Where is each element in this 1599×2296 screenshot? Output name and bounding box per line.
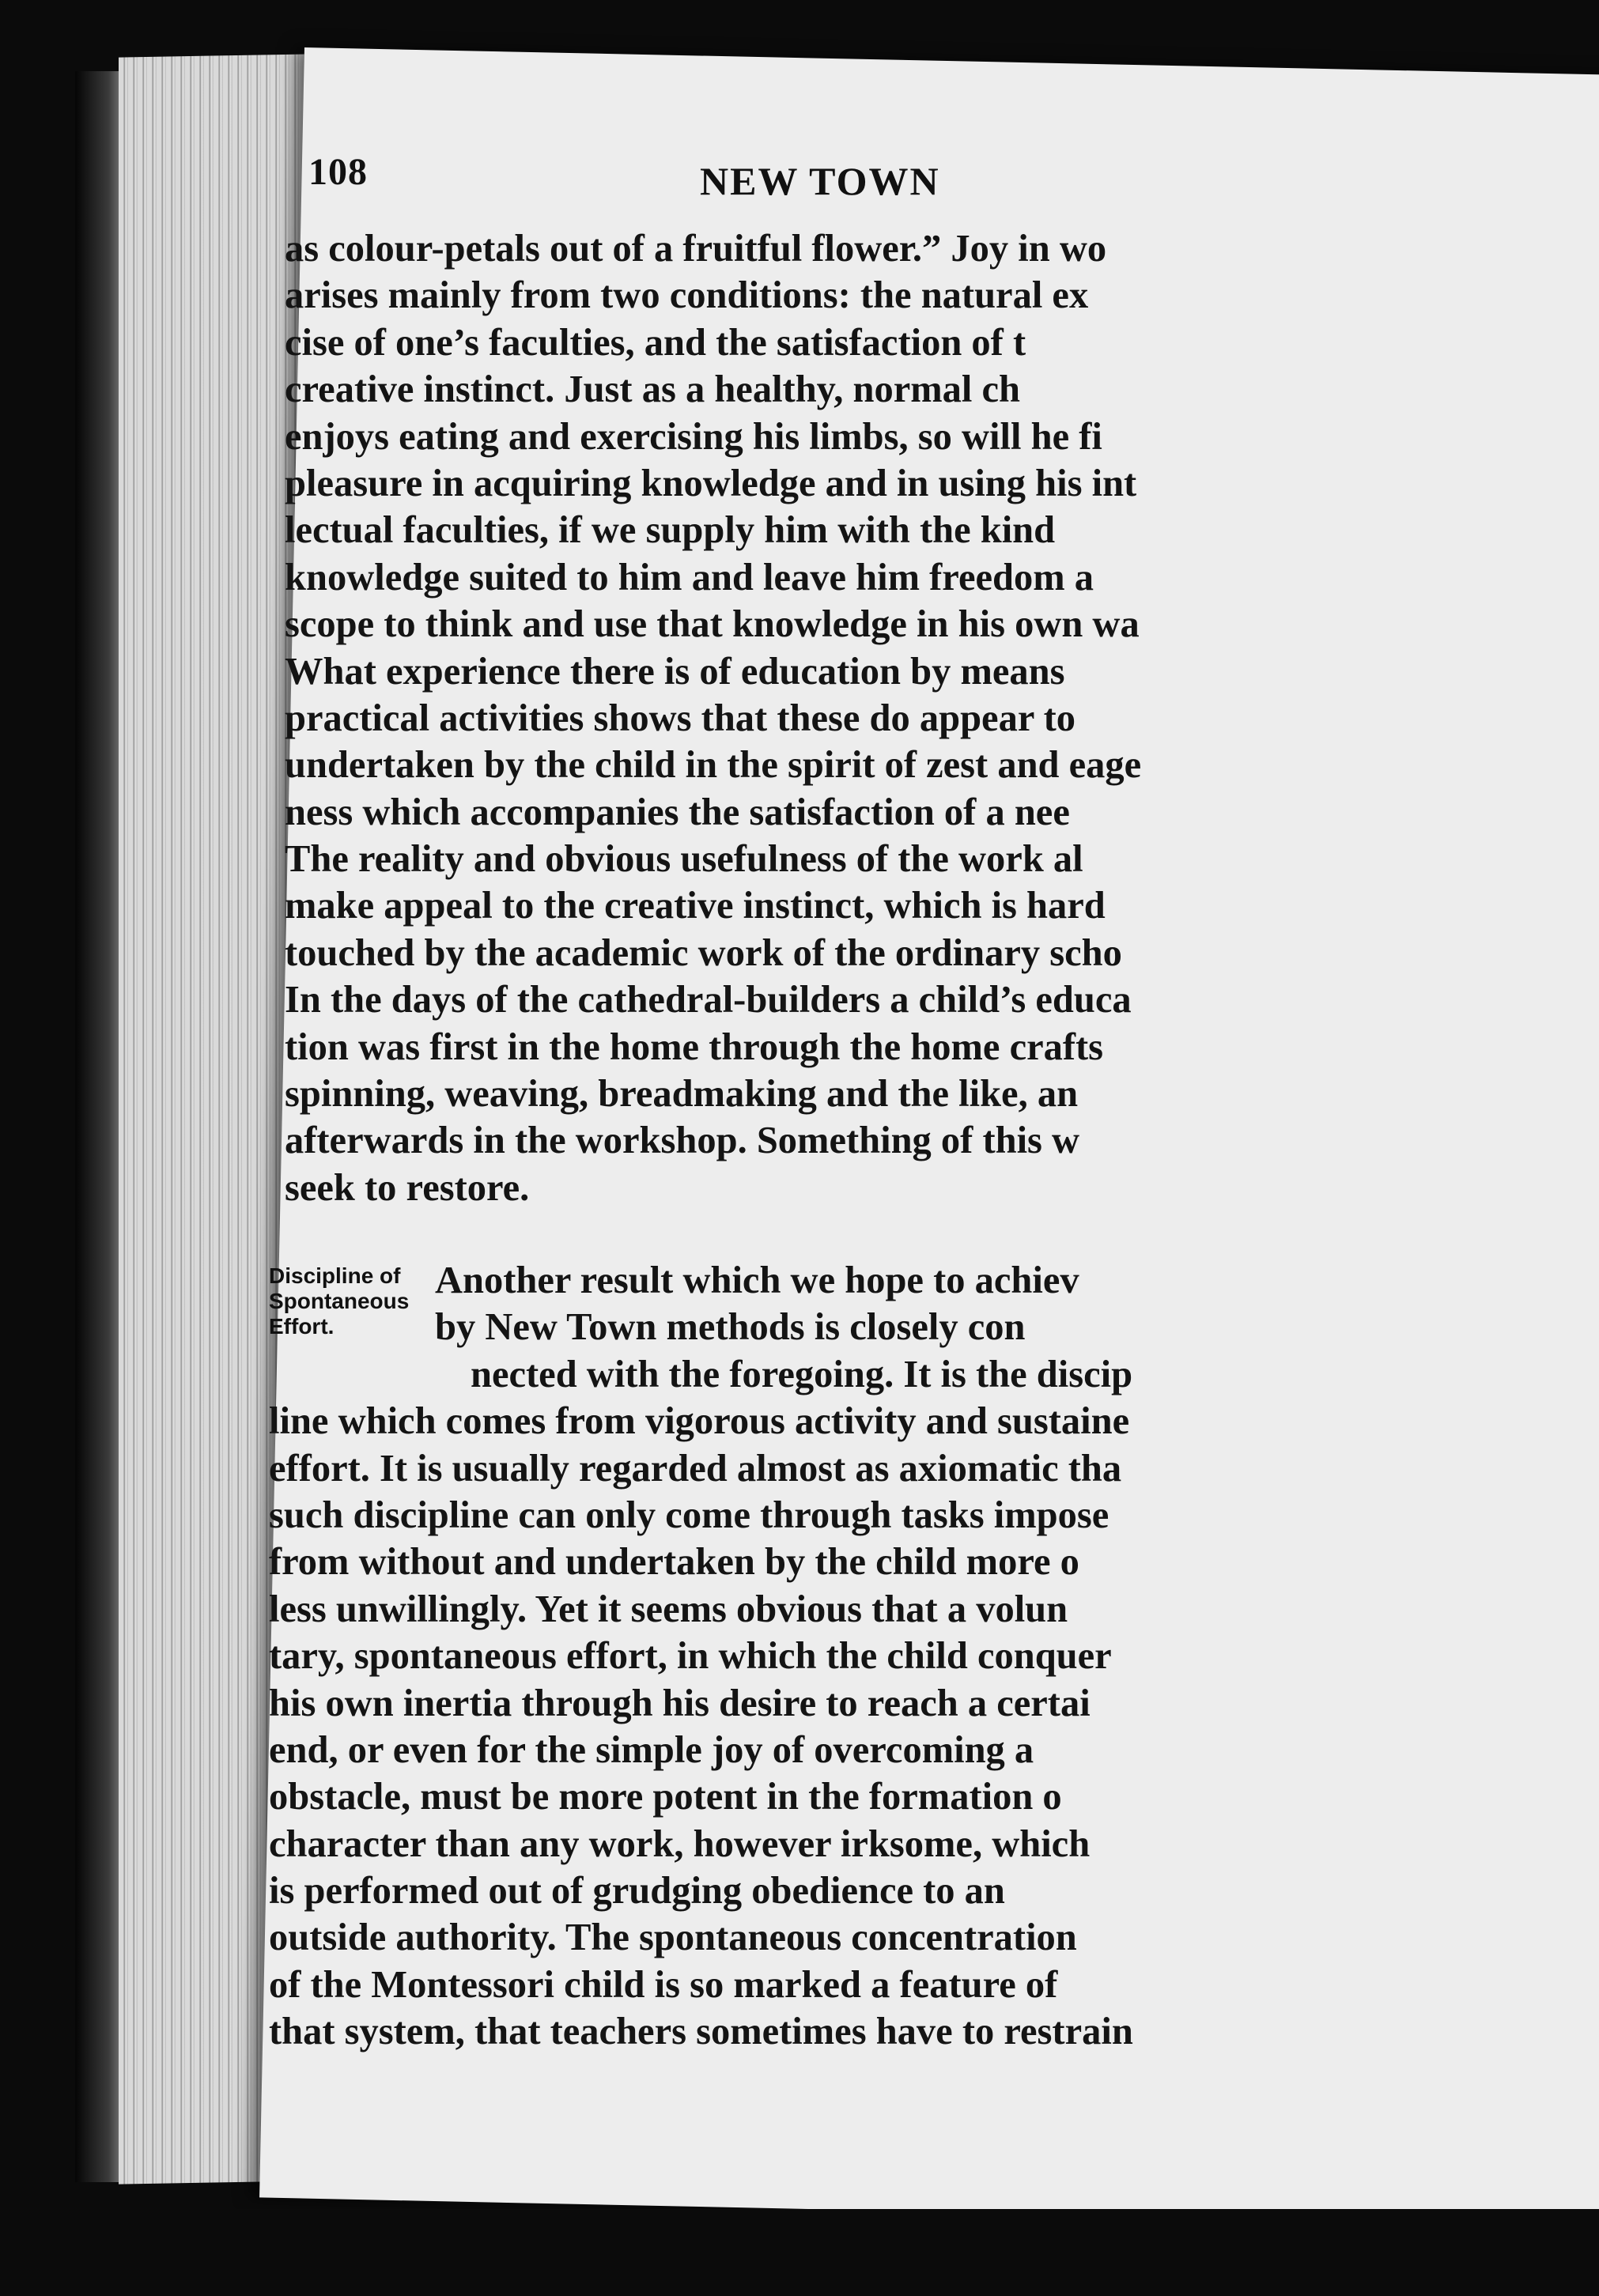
- scan-top-border: [0, 0, 1599, 55]
- text-line: The reality and obvious usefulness of the work al: [285, 838, 1083, 881]
- text-line: touched by the academic work of the ordinary scho: [285, 931, 1122, 974]
- text-line: less unwillingly. Yet it seems obvious that a volun: [269, 1588, 1068, 1630]
- text-line: such discipline can only come through tasks impose: [269, 1494, 1109, 1536]
- text-line: Another result which we hope to achiev: [435, 1259, 1079, 1301]
- text-line: as colour-petals out of a fruitful flower.” Joy in wo: [285, 228, 1107, 270]
- text-line: seek to restore.: [285, 1166, 530, 1209]
- text-line: cise of one’s faculties, and the satisfaction of t: [285, 321, 1026, 364]
- text-line: enjoys eating and exercising his limbs, so will he fi: [285, 415, 1102, 458]
- text-line: In the days of the cathedral-builders a child’s educa: [285, 979, 1132, 1021]
- text-line: tary, spontaneous effort, in which the child conquer: [269, 1635, 1112, 1678]
- text-line: lectual faculties, if we supply him with the kind: [285, 509, 1056, 552]
- marginal-note-line: Effort.: [269, 1314, 335, 1339]
- text-line: pleasure in acquiring knowledge and in using his int: [285, 462, 1137, 504]
- text-line: of the Montessori child is so marked a feature of: [269, 1963, 1058, 2006]
- text-line: character than any work, however irksome, which: [269, 1822, 1091, 1865]
- text-line: undertaken by the child in the spirit of zest and eage: [285, 744, 1142, 787]
- text-line: end, or even for the simple joy of overcoming a: [269, 1728, 1034, 1771]
- marginal-note-line: Spontaneous: [269, 1289, 410, 1313]
- page-number: 108: [308, 151, 368, 193]
- text-line: that system, that teachers sometimes have to restrain: [269, 2011, 1133, 2053]
- paragraph-1: [285, 225, 1566, 1211]
- text-line: scope to think and use that knowledge in his own wa: [285, 603, 1140, 646]
- text-line: from without and undertaken by the child more o: [269, 1541, 1079, 1584]
- text-line: line which comes from vigorous activity and sustaine: [269, 1400, 1130, 1443]
- text-line: nected with the foregoing. It is the discip: [471, 1353, 1133, 1395]
- text-line: What experience there is of education by means: [285, 650, 1065, 693]
- text-line: creative instinct. Just as a healthy, normal ch: [285, 368, 1021, 411]
- running-head: NEW TOWN: [700, 159, 940, 203]
- text-line: his own inertia through his desire to reach a certai: [269, 1682, 1091, 1724]
- marginal-note-line: Discipline of: [269, 1263, 401, 1288]
- text-line: tion was first in the home through the home crafts: [285, 1025, 1104, 1068]
- text-line: arises mainly from two conditions: the natural ex: [285, 274, 1089, 317]
- scan-bottom-border: [0, 2209, 1599, 2296]
- text-line: practical activities shows that these do appear to: [285, 697, 1076, 739]
- text-line: make appeal to the creative instinct, which is hard: [285, 885, 1106, 927]
- paragraph-2: [269, 1257, 1599, 2056]
- text-line: effort. It is usually regarded almost as axiomatic tha: [269, 1447, 1122, 1490]
- text-line: outside authority. The spontaneous concentration: [269, 1916, 1077, 1959]
- text-line: is performed out of grudging obedience to an: [269, 1870, 1005, 1913]
- text-line: spinning, weaving, breadmaking and the like, an: [285, 1073, 1079, 1116]
- text-line: by New Town methods is closely con: [435, 1306, 1026, 1349]
- text-line: knowledge suited to him and leave him freedom a: [285, 556, 1094, 599]
- text-line: ness which accompanies the satisfaction of a nee: [285, 791, 1070, 833]
- text-line: afterwards in the workshop. Something of this w: [285, 1120, 1080, 1162]
- text-line: obstacle, must be more potent in the formation o: [269, 1776, 1062, 1818]
